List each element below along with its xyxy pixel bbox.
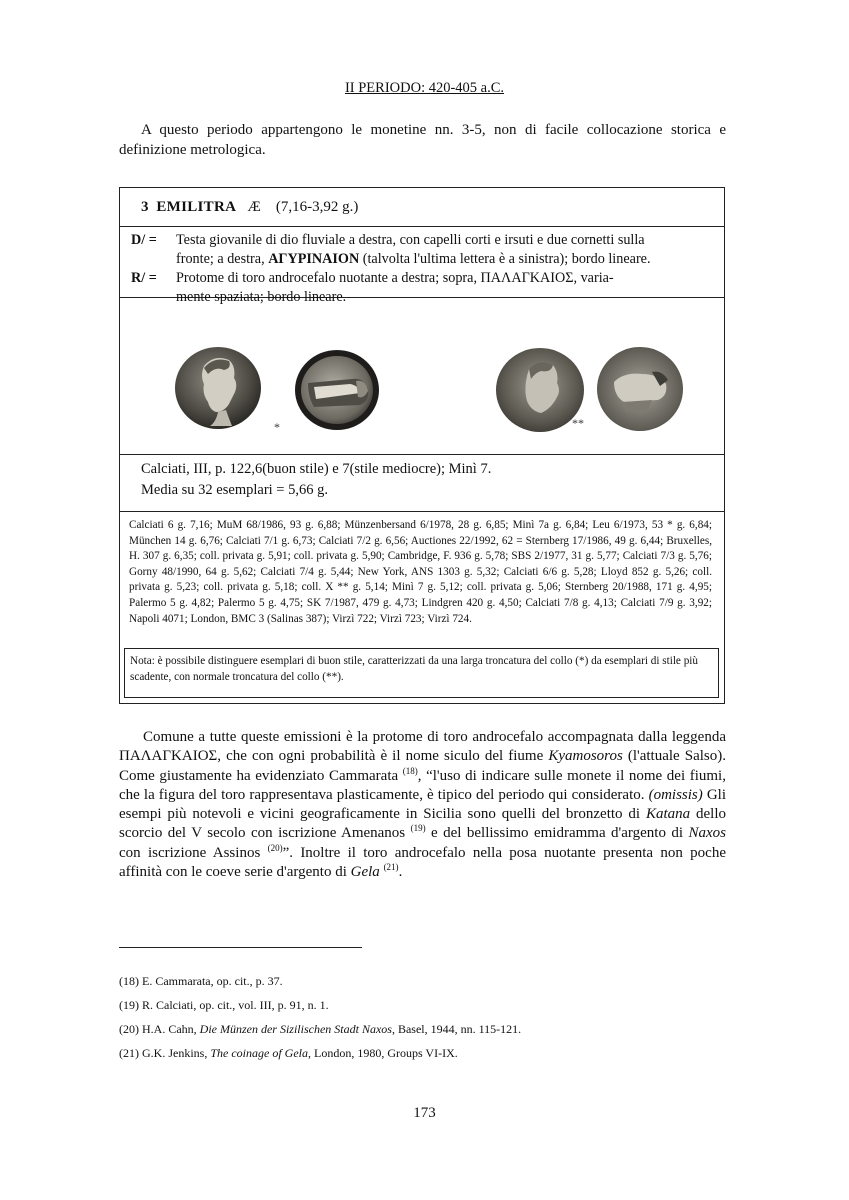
- footnote-ref-18: (18): [402, 765, 418, 776]
- footnote-20: [119, 1022, 521, 1037]
- poor-style-mark: **: [572, 416, 584, 430]
- coin-number: 3: [141, 199, 149, 215]
- note-box: [124, 648, 719, 698]
- body-text-10: .: [398, 864, 403, 881]
- specimens-row: [120, 512, 724, 648]
- coin-header-row: [120, 188, 724, 227]
- coin-reference-row: [120, 455, 724, 512]
- obverse-line-2-start: fronte; a destra,: [176, 251, 269, 267]
- coin-weight-range: (7,16-3,92 g.): [275, 199, 359, 215]
- footnote-ref-19: (19): [410, 823, 426, 834]
- reverse-line-1: Protome di toro androcefalo nuotante a destra; sopra, ΠΑΛΑΓΚΑΙΟΣ, varia-: [176, 270, 614, 286]
- coin-denomination: EMILITRA: [156, 199, 237, 215]
- good-style-mark: *: [274, 420, 280, 434]
- reverse-line-2: mente spaziata; bordo lineare.: [176, 289, 347, 305]
- reference-average-weight: Media su 32 esemplari = 5,66 g.: [141, 482, 328, 498]
- reverse-label: R/ =: [131, 270, 157, 286]
- coin-reverse-photo-1: [294, 349, 380, 431]
- footnote-21-author: (21) G.K. Jenkins,: [119, 1046, 211, 1060]
- coin-photos-row: [120, 298, 724, 455]
- obverse-line-2-end: (talvolta l'ultima lettera è a sinistra); bordo lineare.: [359, 251, 651, 267]
- body-text-3: , “l'uso di indicare sulle monete il nome dei fiumi, che la figura del toro rappresentava plasticamente, è tipico del periodo qui considerato.: [119, 767, 726, 803]
- obverse-description: [131, 231, 709, 269]
- footnote-ref-20: (20): [267, 842, 283, 853]
- note-text: Nota: è possibile distinguere esemplari di buon stile, caratterizzati da una larga troncatura del collo (*) da esemplari di stile più scadente, con normale troncatura del collo (**).: [130, 655, 698, 683]
- footnote-20-author: (20) H.A. Cahn,: [119, 1022, 200, 1036]
- coin-reverse-photo-2: [596, 346, 684, 432]
- reference-catalogue: Calciati, III, p. 122,6(buon stile) e 7(stile mediocre); Minì 7.: [141, 461, 492, 477]
- coin-metal: Æ: [247, 199, 261, 215]
- body-text-4: Gli esempi più notevoli e vicini geograficamente in Sicilia sono quelli del bronzetto di: [119, 786, 727, 823]
- obverse-line-1: Testa giovanile di dio fluviale a destra, con capelli corti e irsuti e due cornetti sulla: [176, 232, 645, 248]
- footnote-21: [119, 1046, 458, 1061]
- coin-description-row: [120, 227, 724, 305]
- obverse-label: D/ =: [131, 232, 157, 248]
- note-row: [120, 648, 724, 702]
- city-katana: Katana: [645, 806, 691, 823]
- intro-paragraph: A questo periodo appartengono le monetine nn. 3-5, non di facile collocazione storica e definizione metrologica.: [119, 122, 726, 158]
- body-text-1: Comune a tutte queste emissioni è la protome di toro androcefalo accompagnata dalla leggenda ΠΑΛΑΓΚΑΙΟΣ, che con ogni probabilità è il nome siculo del fiume: [119, 729, 726, 765]
- obverse-inscription: ΑΓΥΡΙΝΑΙΟΝ: [268, 251, 360, 267]
- body-text-6: e del bellissimo emidramma d'argento di: [425, 825, 689, 842]
- footnote-19: (19) R. Calciati, op. cit., vol. III, p. 91, n. 1.: [119, 998, 329, 1012]
- page-number: 173: [413, 1105, 436, 1121]
- footnote-18: (18) E. Cammarata, op. cit., p. 37.: [119, 974, 283, 988]
- body-paragraph: [119, 728, 726, 882]
- city-gela: Gela: [350, 864, 380, 881]
- river-name: Kyamosoros: [548, 748, 623, 765]
- omissis: (omissis): [648, 786, 703, 803]
- footnote-21-details: , London, 1980, Groups VI-IX.: [307, 1046, 458, 1060]
- footnote-ref-21: (21): [383, 862, 399, 873]
- page-title: II PERIODO: 420-405 a.C.: [344, 80, 505, 96]
- footnote-separator: [119, 947, 362, 948]
- specimens-list: Calciati 6 g. 7,16; MuM 68/1986, 93 g. 6,88; Münzenbersand 6/1978, 28 g. 6,85; Minì 7a g. 6,84; Leu 6/1973, 53 * g. 6,84; München 14 g. 6,76; Calciati 7/1 g. 6,73; Calciati 7/2 g. 6,56; Auctiones 22/1992, 62 = Sternberg 17/1986, 49 g. 6,44; Bruxelles, H. 307 g. 6,35; coll. privata g. 5,91; coll. privata g. 5,90; Cambridge, F. 936 g. 5,78; SBS 2/1977, 31 g. 5,77; Calciati 7/3 g. 5,76; Gorny 48/1990, 64 g. 5,62; Calciati 7/4 g. 5,44; New York, ANS 1303 g. 5,32; Calciati 6/6 g. 5,28; Lloyd 852 g. 5,26; coll. privata g. 5,23; coll. privata g. 5,18; coll. X ** g. 5,14; Minì 7 g. 5,12; coll. privata g. 5,06; Sternberg 20/1988, 171 g. 4,95; Palermo 5 g. 4,82; Palermo 5 g. 4,75; SK 7/1987, 479 g. 4,73; Lindgren 420 g. 4,50; Calciati 7/8 g. 4,13; Calciati 7/9 g. 3,92; Napoli 4071; London, BMC 3 (Salinas 387); Virzì 722; Virzì 723; Virzì 724.: [129, 519, 712, 625]
- coin-obverse-photo-1: [174, 346, 262, 430]
- body-text-5: dello scorcio del V secolo con iscrizione Amenanos: [119, 806, 726, 842]
- footnote-21-title: The coinage of Gela: [210, 1046, 308, 1060]
- body-text-2: (l'attuale Salso). Come giustamente ha evidenziato Cammarata: [119, 748, 727, 784]
- coin-header: [141, 199, 358, 216]
- coin-catalogue-table: [119, 187, 725, 704]
- body-text-7: con iscrizione Assinos: [119, 844, 268, 861]
- footnote-20-details: , Basel, 1944, nn. 115-121.: [391, 1022, 522, 1036]
- city-naxos: Naxos: [688, 825, 727, 842]
- footnote-20-title: Die Münzen der Sizilischen Stadt Naxos: [199, 1022, 392, 1036]
- body-text-8: ”. Inoltre il toro androcefalo nella posa nuotante presenta non poche affinità con le coeve serie d'argento di: [119, 844, 726, 881]
- obverse-line-2: [176, 250, 709, 269]
